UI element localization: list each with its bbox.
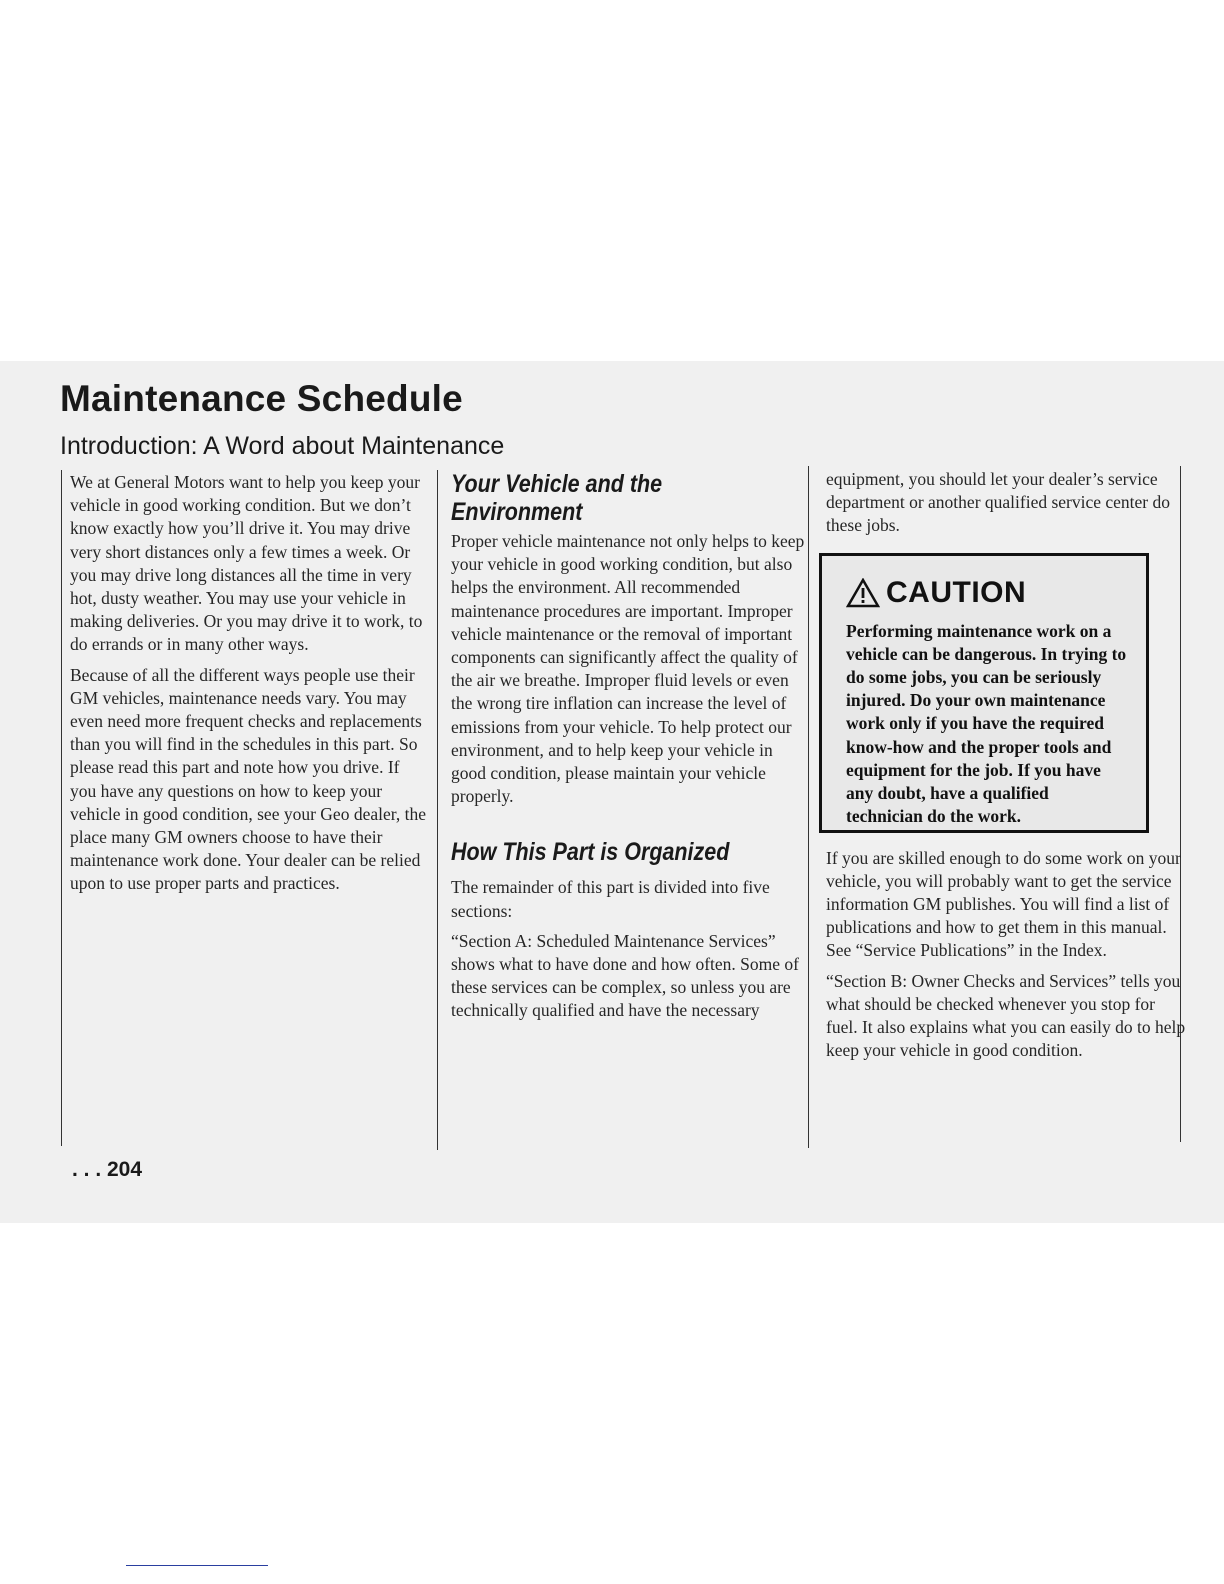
- intro-paragraph-1: We at General Motors want to help you keep your vehicle in good working condition. But we don’t know exactly how you’ll drive it. You may drive very short distances only a few times a week. Or you may drive long distances all the time in very hot, dusty weather. You may use your vehicle in making deliveries. Or you may drive it to work, to do errands or in many other ways.: [70, 472, 423, 655]
- section-subtitle: Introduction: A Word about Maintenance: [60, 432, 505, 460]
- page-title: Maintenance Schedule: [60, 378, 463, 419]
- caution-header: [846, 578, 1128, 608]
- section-b-paragraph: “Section B: Owner Checks and Services” tells you what should be checked whenever you stop for fuel. It also explains what you can easily do to help keep your vehicle in good condition.: [826, 970, 1186, 1061]
- environment-heading: [451, 470, 756, 526]
- page-number: . . . 204: [72, 1158, 143, 1181]
- column-3: [826, 468, 1186, 1069]
- environment-heading-line-1: Your Vehicle and the: [451, 470, 663, 498]
- continued-paragraph: equipment, you should let your dealer’s service department or another qualified service center do these jobs.: [826, 469, 1171, 536]
- caution-title: CAUTION: [886, 576, 1027, 609]
- column-divider-left: [61, 470, 62, 1146]
- organization-paragraph-1: The remainder of this part is divided into five sections:: [451, 877, 770, 921]
- organization-paragraph-2: “Section A: Scheduled Maintenance Services” shows what to have done and how often. Some of these services can be complex, so unless you are technically qualified and have the necessary: [451, 930, 799, 1021]
- warning-triangle-icon: [846, 578, 880, 608]
- intro-paragraph-2: Because of all the different ways people use their GM vehicles, maintenance needs vary. You may even need more frequent checks and replacements than you will find in the schedules in this part. So please read this part and note how you drive. If you have any questions on how to keep your vehicle in good condition, see your Geo dealer, the place many GM owners choose to have their maintenance work done. Your dealer can be relied upon to use proper parts and practices.: [70, 664, 426, 894]
- caution-box: [819, 553, 1149, 833]
- environment-paragraph: Proper vehicle maintenance not only helps to keep your vehicle in good working condition, but also helps the environment. All recommended maintenance procedures are important. Improper vehicle maintenance or the removal of important components can significantly affect the quality of the air we breathe. Improper fluid levels or even the wrong tire inflation can increase the level of emissions from your vehicle. To help protect our environment, and to help keep your vehicle in good condition, please maintain your vehicle properly.: [451, 531, 805, 807]
- service-info-paragraph: If you are skilled enough to do some work on your vehicle, you will probably want to get the service information GM publishes. You will find a list of publications and how to get them in this manual. See “Service Publications” in the Index.: [826, 847, 1181, 961]
- column-divider-2: [808, 466, 809, 1148]
- caution-text: Performing maintenance work on a vehicle can be dangerous. In trying to do some jobs, you can be seriously injured. Do your own maintenance work only if you have the required know-how and the proper tools and equipment for the job. If you have any doubt, have a qualified technician do the work.: [846, 620, 1127, 827]
- column-1: [70, 471, 430, 903]
- column-divider-1: [437, 470, 438, 1150]
- environment-heading-line-2: Environment: [451, 498, 583, 526]
- organization-heading: How This Part is Organized: [451, 838, 730, 867]
- column-2: [451, 470, 806, 1030]
- bottom-underline: [126, 1565, 268, 1566]
